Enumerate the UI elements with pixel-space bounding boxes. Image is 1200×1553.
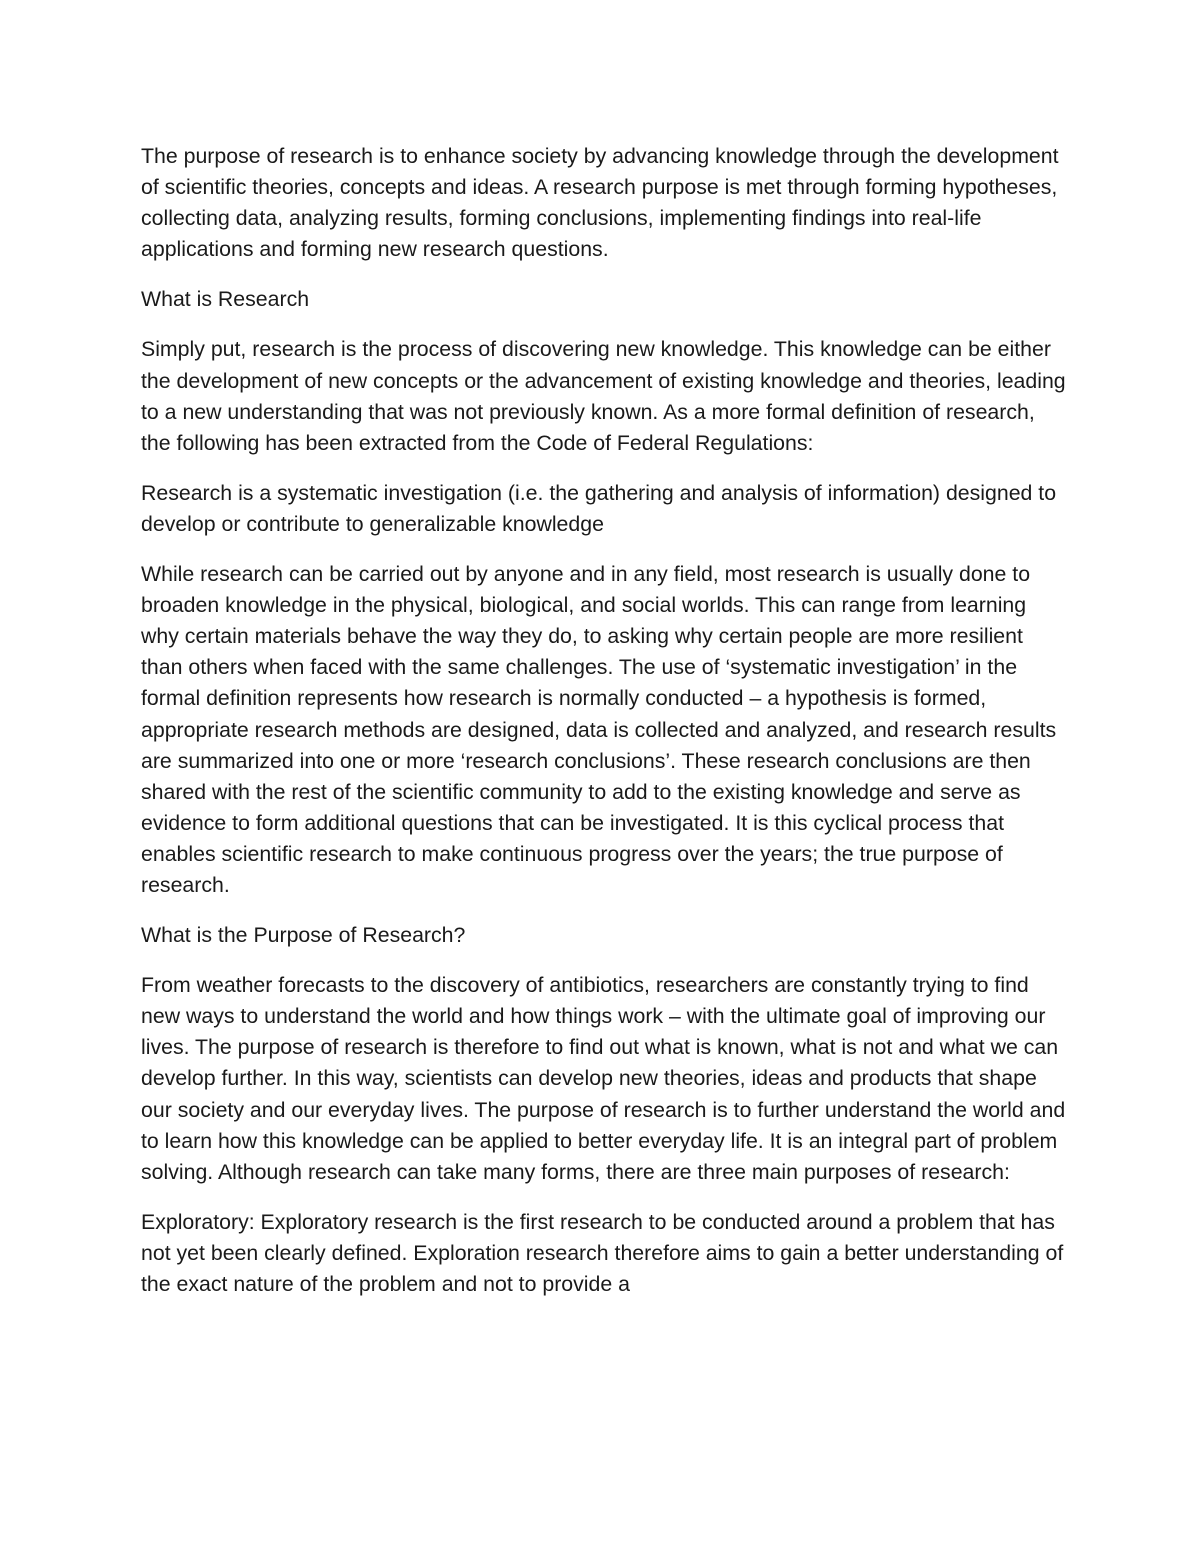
research-process-paragraph: While research can be carried out by anyone and in any field, most research is usually done to broaden knowledge in the physical, biological, and social worlds. This can range from learning why certain materials behave the way they do, to asking why certain people are more resilient than others when faced with the same challenges. The use of ‘systematic investigation’ in the formal definition represents how research is normally conducted – a hypothesis is formed, appropriate research methods are designed, data is collected and analyzed, and research results are summarized into one or more ‘research conclusions’. These research conclusions are then shared with the rest of the scientific community to add to the existing knowledge and serve as evidence to form additional questions that can be investigated. It is this cyclical process that enables scientific research to make continuous progress over the years; the true purpose of research. <box>141 562 1057 897</box>
definition-paragraph: Simply put, research is the process of discovering new knowledge. This knowledge can be either the development of new concepts or the advancement of existing knowledge and theories, leading to a new understanding that was not previously known. As a more formal definition of research, the following has been extracted from the Code of Federal Regulations: <box>141 337 1066 455</box>
formal-definition-quote: Research is a systematic investigation (i.e. the gathering and analysis of information) designed to develop or contribute to generalizable knowledge <box>141 480 1057 536</box>
exploratory-paragraph: Exploratory: Exploratory research is the first research to be conducted around a problem that has not yet been clearly defined. Exploration research therefore aims to gain a better understanding of the exact nature of the problem and not to provide a <box>141 1209 1064 1296</box>
purpose-paragraph: From weather forecasts to the discovery of antibiotics, researchers are constantly trying to find new ways to understand the world and how things work – with the ultimate goal of improving our lives. The purpose of research is therefore to find out what is known, what is not and what we can develop further. In this way, scientists can develop new theories, ideas and products that shape our society and our everyday lives. The purpose of research is to further understand the world and to learn how this knowledge can be applied to better everyday life. It is an integral part of problem solving. Although research can take many forms, there are three main purposes of research: <box>141 973 1066 1184</box>
section-heading-purpose-of-research: What is the Purpose of Research? <box>141 923 466 948</box>
section-heading-what-is-research: What is Research <box>141 287 310 312</box>
intro-paragraph: The purpose of research is to enhance society by advancing knowledge through the development of scientific theories, concepts and ideas. A research purpose is met through forming hypotheses, collecting data, analyzing results, forming conclusions, implementing findings into real-life applications and forming new research questions. <box>141 144 1059 262</box>
document-body <box>141 141 1066 1319</box>
